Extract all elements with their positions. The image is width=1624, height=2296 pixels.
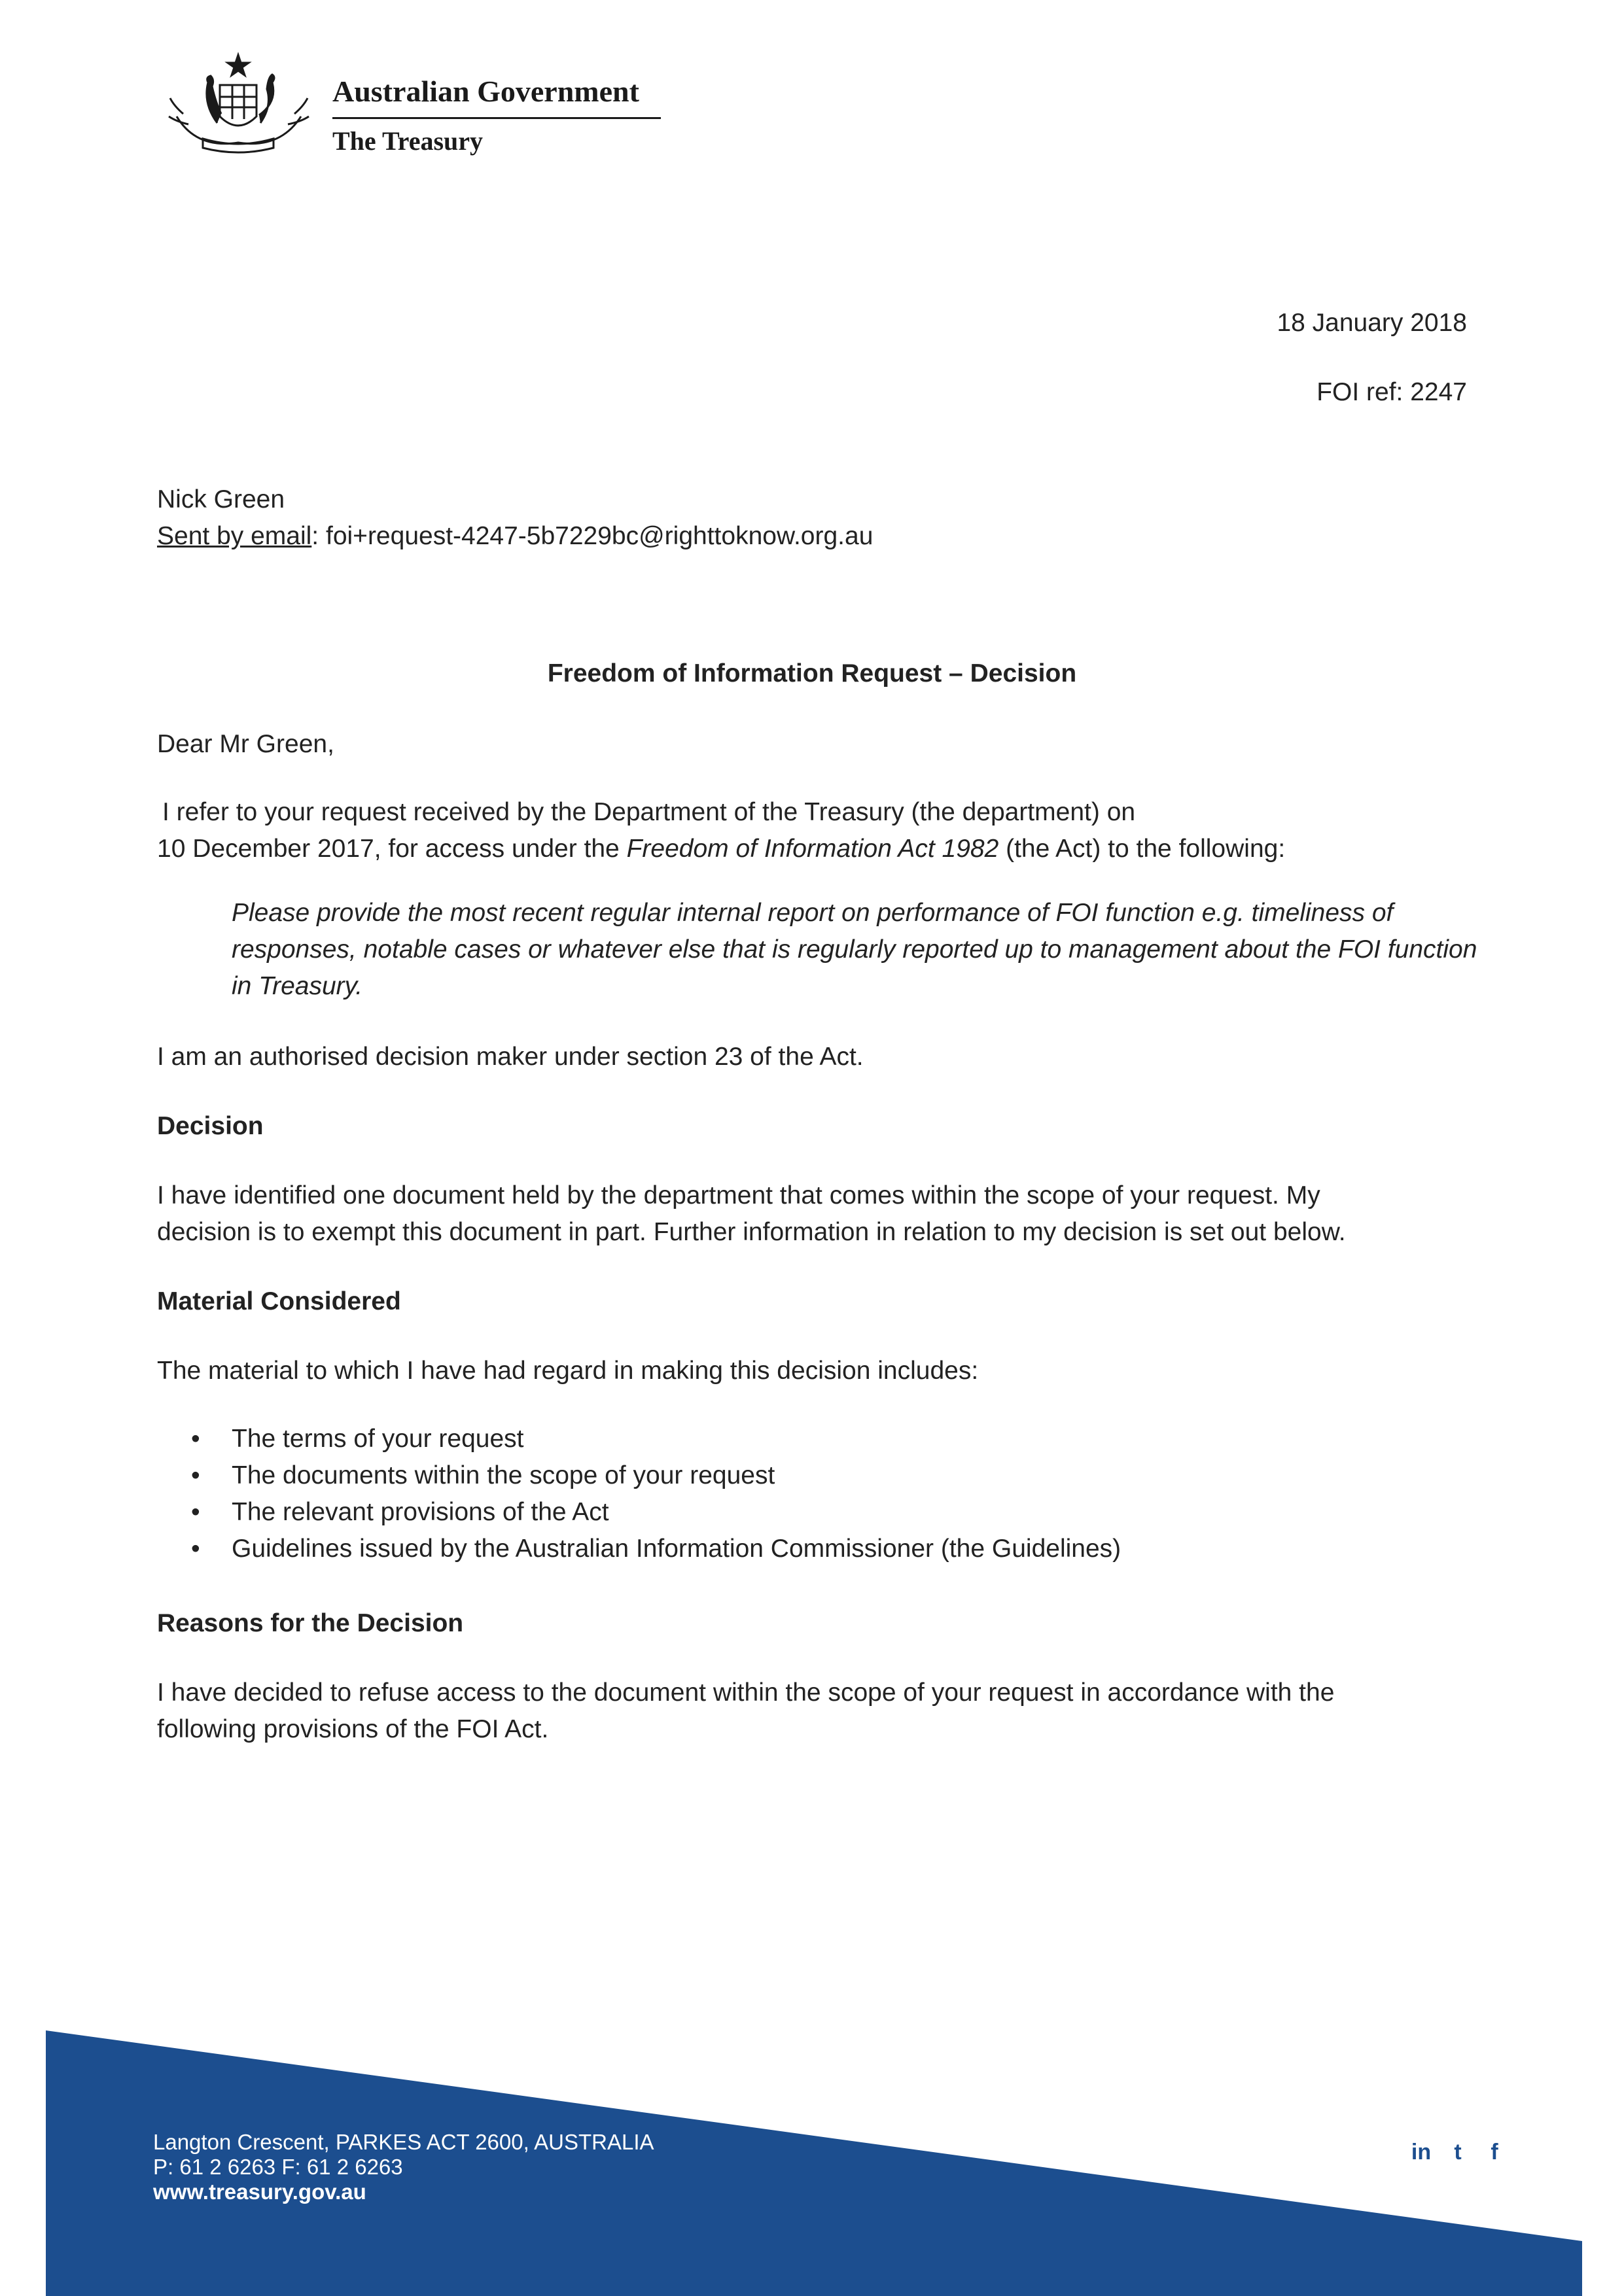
twitter-icon[interactable]: t — [1442, 2136, 1474, 2168]
reasons-line-1: I have decided to refuse access to the document within the scope of your request in accordance with the — [157, 1679, 1335, 1707]
intro-line-2 — [157, 831, 1285, 867]
department-name: The Treasury — [332, 126, 484, 156]
list-item: • Guidelines issued by the Australian Information Commissioner (the Guidelines) — [190, 1531, 1121, 1567]
facebook-icon[interactable]: f — [1479, 2136, 1510, 2168]
list-item: • The documents within the scope of your request — [190, 1457, 1121, 1494]
list-item: • The terms of your request — [190, 1421, 1121, 1457]
government-title: Australian Government — [332, 75, 639, 108]
letter-subject: Freedom of Information Request – Decision — [547, 659, 1077, 687]
list-item: • The relevant provisions of the Act — [190, 1494, 1121, 1531]
material-heading: Material Considered — [157, 1287, 401, 1315]
request-quote: Please provide the most recent regular internal report on performance of FOI function e.g. timeliness of responses, notable cases or whatever else that is regularly reported up to management about the FOI function in Treasury. — [232, 899, 1477, 1000]
letter-date: 18 January 2018 — [1277, 309, 1467, 337]
linkedin-icon[interactable]: in — [1405, 2136, 1437, 2168]
intro-line-2-end: (the Act) to the following: — [998, 835, 1286, 863]
footer-phone: P: 61 2 6263 F: 61 2 6263 — [153, 2155, 403, 2179]
material-list — [190, 1421, 1121, 1567]
act-name: Freedom of Information Act 1982 — [626, 835, 999, 863]
material-intro: The material to which I have had regard in making this decision includes: — [157, 1357, 979, 1385]
recipient-email[interactable]: foi+request-4247-5b7229bc@righttoknow.org.au — [325, 522, 874, 550]
footer-address: Langton Crescent, PARKES ACT 2600, AUSTRALIA — [153, 2130, 654, 2154]
intro-line-2-start: 10 December 2017, for access under the — [157, 835, 627, 863]
salutation: Dear Mr Green, — [157, 730, 334, 758]
footer-website[interactable]: www.treasury.gov.au — [153, 2180, 366, 2204]
decision-heading: Decision — [157, 1112, 264, 1140]
decision-line-2: decision is to exempt this document in part. Further information in relation to my decision is set out below. — [157, 1218, 1346, 1246]
authority-statement: I am an authorised decision maker under section 23 of the Act. — [157, 1043, 864, 1071]
coat-of-arms-logo — [157, 51, 321, 162]
reasons-line-2: following provisions of the FOI Act. — [157, 1715, 549, 1743]
recipient-name: Nick Green — [157, 485, 285, 513]
sent-by-separator: : — [311, 522, 319, 550]
recipient-email-line — [157, 518, 873, 555]
reasons-heading: Reasons for the Decision — [157, 1609, 464, 1637]
intro-line-1: I refer to your request received by the Department of the Treasury (the department) on — [162, 798, 1136, 826]
sent-by-label: Sent by email — [157, 522, 312, 550]
letterhead-divider — [332, 117, 661, 119]
foi-reference: FOI ref: 2247 — [1316, 378, 1467, 406]
decision-line-1: I have identified one document held by the department that comes within the scope of your request. My — [157, 1181, 1320, 1209]
